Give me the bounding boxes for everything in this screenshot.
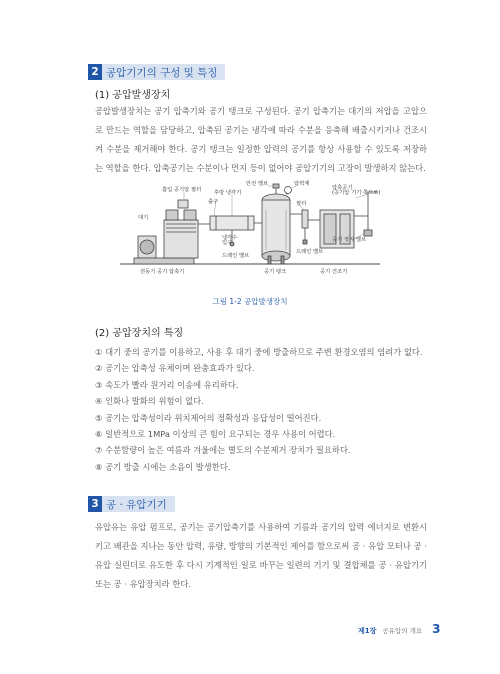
- section-header-2: [88, 64, 225, 80]
- features-list: [95, 344, 423, 475]
- figure-caption: 그림 1-2 공압발생장치: [212, 297, 288, 306]
- subheading-features: (2) 공압장치의 특징: [95, 328, 184, 339]
- label-outlet: 출구: [208, 199, 219, 205]
- label-aftercooler: 후방 냉각기: [214, 190, 242, 196]
- label-safety-valve: 안전 밸브: [246, 181, 269, 187]
- section-title: 공압기기의 구성 및 특징: [102, 64, 225, 80]
- chapter-title: 공유압의 개요: [382, 627, 423, 635]
- label-motor-compressor: 전동기 공기 압축기: [140, 269, 185, 275]
- chapter-label: 제1장: [358, 627, 377, 635]
- subheading-air-generator: (1) 공압발생장치: [95, 90, 171, 101]
- figure-air-generator: [118, 180, 384, 284]
- list-item: ⑧ 공기 방출 시에는 소음이 발생한다.: [95, 461, 231, 472]
- label-air-tank: 공기 탱크: [264, 269, 287, 275]
- label-air-dryer: 공기 건조기: [320, 269, 348, 275]
- label-air-shutoff-valve: 공기 정지 밸브: [332, 237, 367, 243]
- list-item: ③ 속도가 빨라 원거리 이송에 유리하다.: [95, 379, 239, 390]
- section-number: 2: [88, 64, 102, 80]
- paragraph-air-generator: 공압발생장치는 공기 압축기와 공기 탱크로 구성된다. 공기 압축기는 대기의 저압을 고압으로 만드는 역할을 담당하고, 압축된 공기는 냉각에 따라 수분을 응축해 배출시키거나 건조시켜 수분을 제거해야 한다. 공기 탱크는 일정한 압력의 공기를 항상 사용할 수 있도록 저장하는 역할을 한다. 압축공기는 수분이나 먼지 등이 없어야 공압기기의 고장이 발생하지 않는다.: [95, 106, 427, 173]
- section-header-3: [88, 496, 175, 512]
- list-item: ④ 인화나 발화의 위험이 없다.: [95, 396, 204, 407]
- list-item: ① 대기 중의 공기를 이용하고, 사용 후 대기 중에 방출하므로 주변 환경오염의 염려가 없다.: [95, 347, 423, 357]
- list-item: ⑦ 수분함량이 높은 여름과 겨울에는 별도의 수분제거 장치가 필요하다.: [95, 445, 351, 456]
- label-compressed-air: 압축공기 (공기압 기기 쪽으로): [332, 185, 381, 197]
- section-title: 공 · 유압기기: [102, 496, 175, 512]
- label-drain-valve-2: 드레인 밸브: [296, 249, 324, 255]
- list-item: ② 공기는 압축성 유체이며 완충효과가 있다.: [95, 363, 255, 374]
- page-footer: [358, 622, 441, 636]
- paragraph-hydraulic-pneumatic: 유압유는 유압 펌프로, 공기는 공기압축기를 사용하여 기름과 공기의 압력 에너지로 변환시키고 배관을 지나는 동안 압력, 유량, 방향의 기본적인 제어를 함으로써 공 · 유압 모터나 공 · 유압 실린더로 유도한 후 다시 기계적인 일로 바꾸는 일련의 기기 및 결합체를 공 · 유압기기 또는 공 · 유압장치라 한다.: [95, 522, 427, 589]
- label-coolant-inlet: 냉각수 입구: [222, 235, 238, 247]
- list-item: ⑥ 일반적으로 1MPa 이상의 큰 힘이 요구되는 경우 사용이 어렵다.: [95, 429, 336, 440]
- label-intake-filter: 흡입 공기압 필터: [162, 187, 202, 193]
- label-filter: 필터: [296, 201, 307, 207]
- list-item: ⑤ 공기는 압축성이라 위치제어의 정확성과 응답성이 떨어진다.: [95, 412, 322, 423]
- label-pressure-gauge: 압력계: [294, 181, 310, 187]
- label-drain-valve-1: 드레인 밸브: [222, 253, 250, 259]
- label-atmosphere: 대기: [138, 215, 149, 221]
- page-number: 3: [432, 622, 441, 636]
- section-number: 3: [88, 496, 102, 512]
